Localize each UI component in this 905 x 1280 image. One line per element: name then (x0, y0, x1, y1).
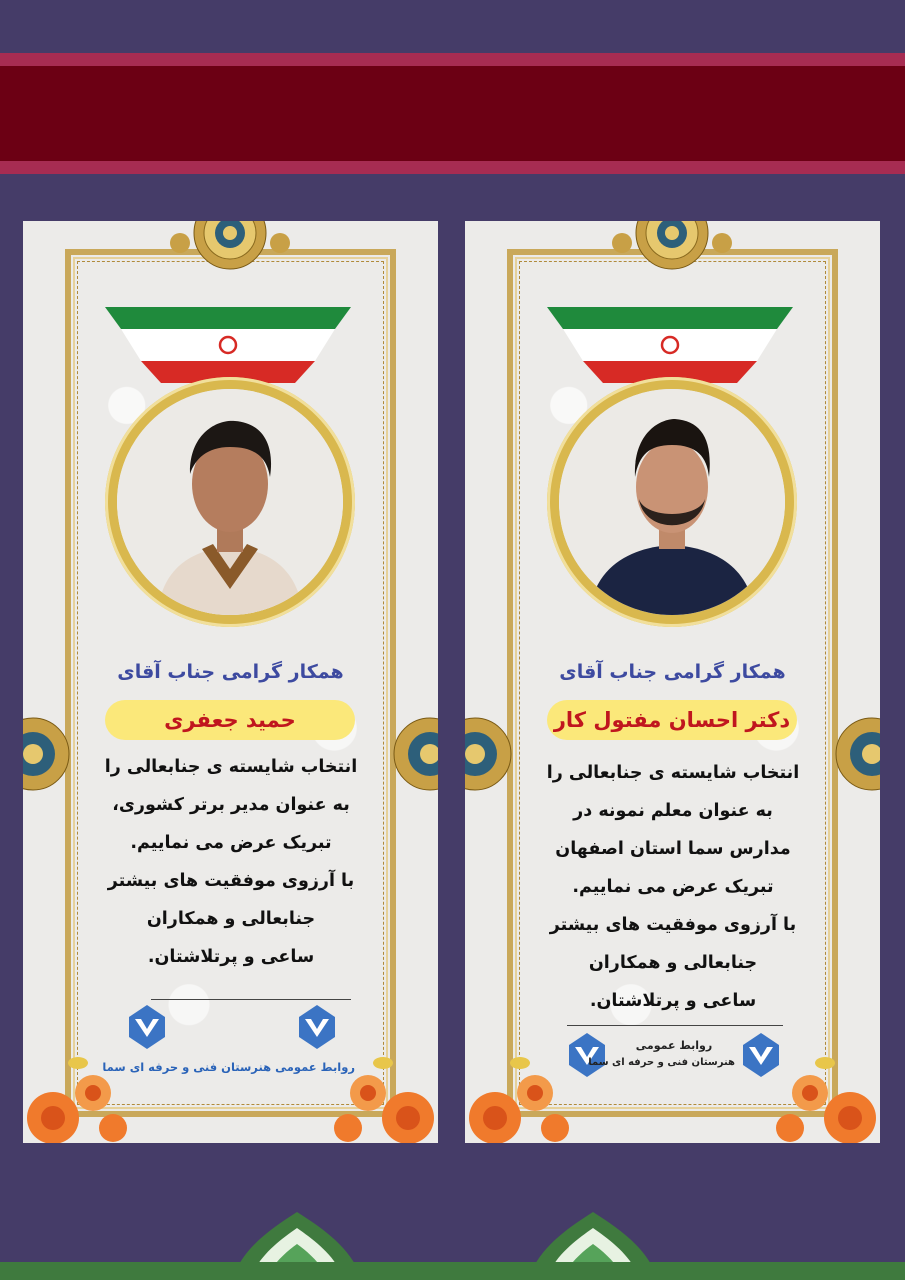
gold-rosette-icon (155, 221, 305, 283)
top-banner-edge (0, 53, 905, 66)
gold-rosette-icon (465, 704, 513, 804)
message-line: ساعی و پرتلاشتان. (147, 947, 315, 967)
portrait-frame (105, 377, 355, 627)
congrats-message (535, 754, 811, 1020)
message-line: انتخاب شایسته ی جنابعالی را (546, 763, 800, 783)
top-banner (0, 66, 905, 161)
greeting-heading: همکار گرامی جناب آقای (559, 661, 786, 683)
flower-bouquet-icon (328, 1023, 438, 1143)
congrats-card-left (23, 221, 438, 1143)
message-line: جنابعالی و همکاران (588, 953, 758, 973)
congrats-message (93, 748, 369, 976)
gold-rosette-icon (390, 704, 438, 804)
flower-bouquet-icon (770, 1023, 880, 1143)
gold-rosette-icon (597, 221, 747, 283)
portrait-photo (559, 389, 785, 615)
congrats-card-right (465, 221, 880, 1143)
portrait-photo (117, 389, 343, 615)
message-line: تبریک عرض می نماییم. (130, 833, 332, 853)
honoree-name: حمید جعفری (105, 700, 355, 740)
message-line: جنابعالی و همکاران (146, 909, 316, 929)
message-line: مدارس سما استان اصفهان (555, 839, 791, 859)
message-line: ساعی و پرتلاشتان. (589, 991, 757, 1011)
portrait-frame (547, 377, 797, 627)
university-logo-icon (127, 1003, 167, 1051)
divider (567, 1025, 783, 1026)
divider (151, 999, 351, 1000)
footer-caption: روابط عمومی هنرستان فنی و حرفه ای سما (102, 1060, 355, 1074)
message-line: با آرزوی موفقیت های بیشتر (549, 915, 797, 935)
footer-caption-line2: هنرستان فنی و حرفه ای سما (588, 1057, 735, 1068)
message-line: به عنوان مدیر برتر کشوری، (112, 795, 350, 815)
message-line: تبریک عرض می نماییم. (572, 877, 774, 897)
top-banner-edge (0, 161, 905, 174)
honoree-name: دکتر احسان مفتول کار (547, 700, 797, 740)
footer-caption-line1: روابط عمومی (635, 1039, 713, 1052)
message-line: انتخاب شایسته ی جنابعالی را (104, 757, 358, 777)
message-line: به عنوان معلم نمونه در (573, 801, 773, 821)
bottom-border (0, 1262, 905, 1280)
flower-bouquet-icon (23, 1023, 133, 1143)
gold-rosette-icon (832, 704, 880, 804)
greeting-heading: همکار گرامی جناب آقای (117, 661, 344, 683)
flower-bouquet-icon (465, 1023, 575, 1143)
message-line: با آرزوی موفقیت های بیشتر (107, 871, 355, 891)
gold-rosette-icon (23, 704, 71, 804)
